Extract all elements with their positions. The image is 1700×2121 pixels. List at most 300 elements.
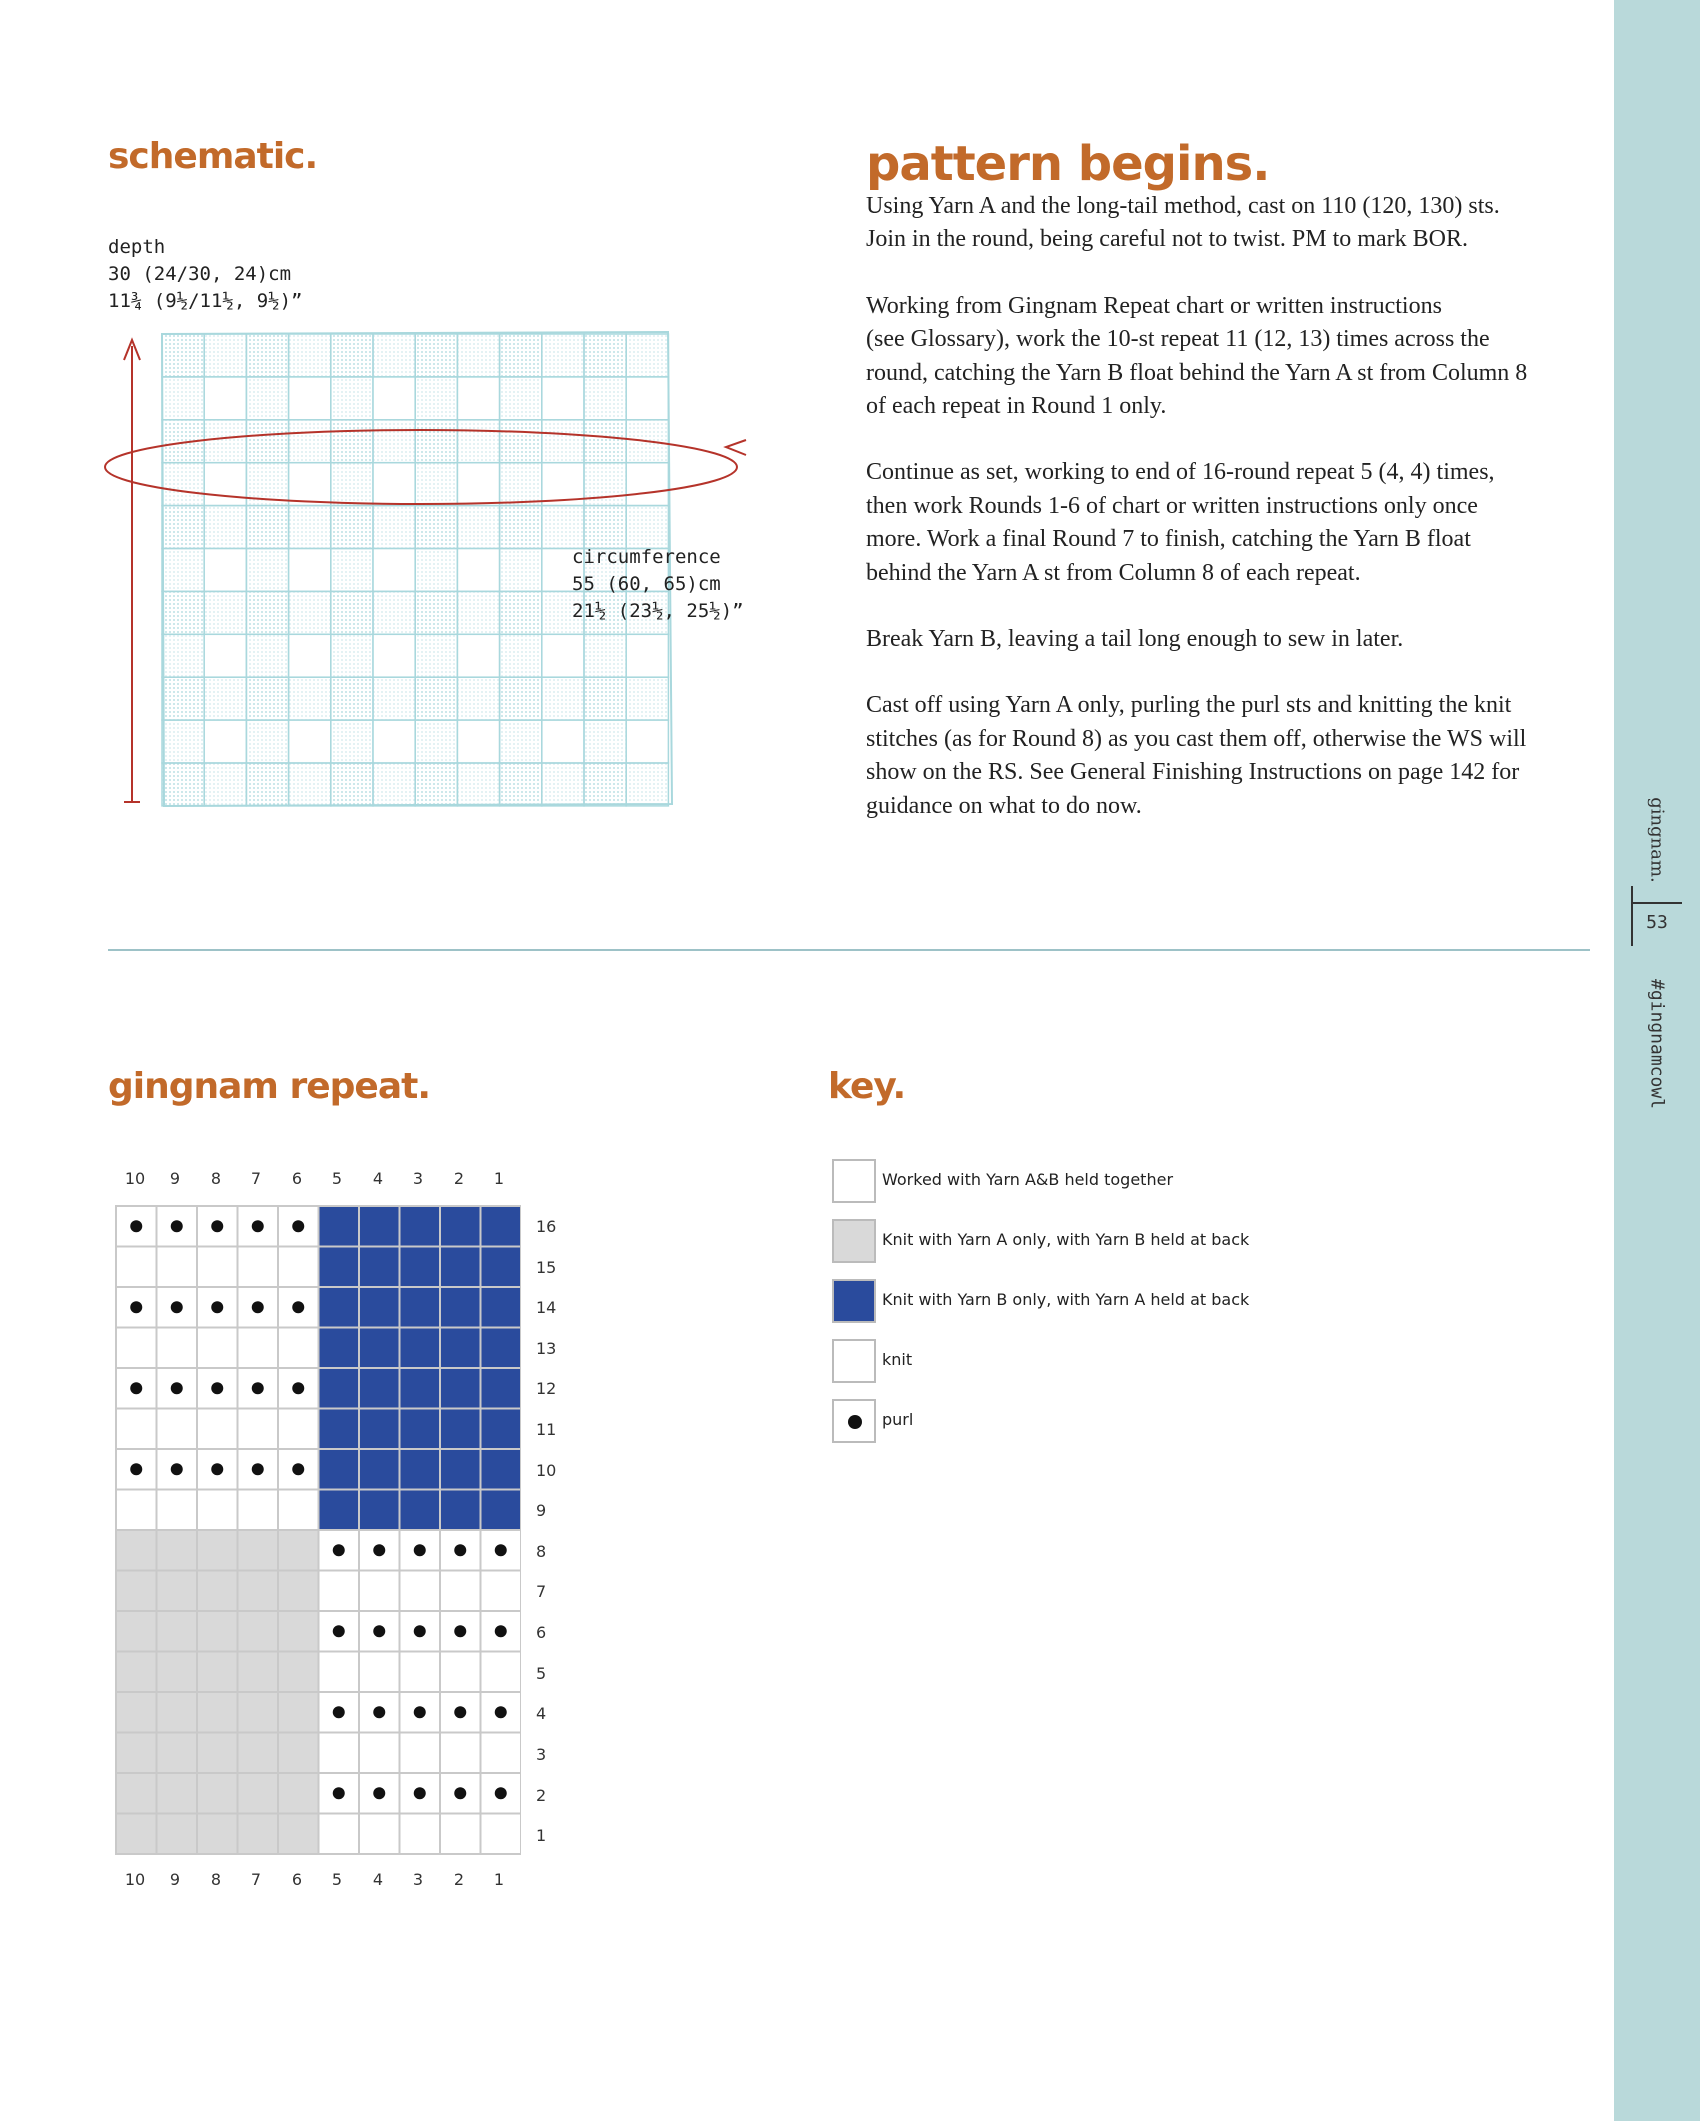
circumference-arrow-head (726, 440, 746, 455)
paragraph-repeat (866, 290, 1600, 424)
column-label: 5 (331, 1169, 343, 1188)
schematic-cell (626, 677, 668, 720)
chart-cell (278, 1773, 319, 1814)
chart-cell (278, 1530, 319, 1571)
gray-swatch-icon (832, 1219, 876, 1263)
chart-cell (278, 1409, 319, 1450)
row-label: 3 (536, 1745, 547, 1764)
purl-dot (333, 1787, 345, 1799)
schematic-cell (204, 334, 246, 377)
schematic-cell (626, 506, 668, 549)
chart-cell (481, 1449, 522, 1490)
purl-dot (252, 1301, 264, 1313)
schematic-cell (373, 720, 415, 763)
purl-dot (130, 1382, 142, 1394)
depth-label-inches: 11¾ (9½/11½, 9½)” (108, 290, 303, 312)
circumference-label-cm: 55 (60, 65)cm (572, 573, 721, 595)
schematic-cell (626, 763, 668, 806)
schematic-cell (204, 634, 246, 677)
chart-cell (359, 1571, 400, 1612)
chart-cell (238, 1247, 279, 1288)
purl-dot (292, 1382, 304, 1394)
schematic-cell (289, 420, 331, 463)
key-heading: key. (828, 1066, 906, 1107)
schematic-cell (542, 334, 584, 377)
chart-cell (157, 1328, 198, 1369)
chart-cell (359, 1206, 400, 1247)
pattern-instructions (866, 190, 1600, 856)
chart-cell (238, 1652, 279, 1693)
text-line: then work Rounds 1-6 of chart or written instructions only once (866, 492, 1478, 519)
chart-cell (157, 1773, 198, 1814)
chart-cell (319, 1287, 360, 1328)
chart-cell (116, 1773, 157, 1814)
chart-cell (400, 1206, 441, 1247)
column-label: 3 (412, 1169, 424, 1188)
schematic-cell (331, 634, 373, 677)
chart-cell (116, 1490, 157, 1531)
chart-cell (197, 1733, 238, 1774)
chart-cell (116, 1409, 157, 1450)
chart-cell (400, 1449, 441, 1490)
chart-cell (157, 1409, 198, 1450)
schematic-cell (415, 377, 457, 420)
schematic-cell (457, 720, 499, 763)
schematic-cell (584, 763, 626, 806)
column-label: 9 (169, 1870, 181, 1889)
schematic-cell (584, 377, 626, 420)
schematic-cell (162, 549, 204, 592)
schematic-cell (500, 463, 542, 506)
schematic-cell (584, 334, 626, 377)
chart-cell (157, 1733, 198, 1774)
schematic-cell (246, 591, 288, 634)
paragraph-cast-on (866, 190, 1600, 257)
chart-cell (116, 1571, 157, 1612)
sidebar-pattern-name: gingnam. (1646, 797, 1668, 883)
chart-cell (116, 1652, 157, 1693)
column-label: 8 (210, 1870, 222, 1889)
schematic-cell (246, 420, 288, 463)
purl-dot (495, 1706, 507, 1718)
row-label: 5 (536, 1664, 547, 1683)
chart-cell (481, 1814, 522, 1855)
schematic-cell (457, 763, 499, 806)
purl-dot (454, 1787, 466, 1799)
schematic-cell (457, 634, 499, 677)
schematic-cell (542, 720, 584, 763)
chart-cell (440, 1247, 481, 1288)
chart-cell (359, 1733, 400, 1774)
chart-cell (400, 1368, 441, 1409)
row-label: 10 (536, 1461, 557, 1480)
purl-dot (454, 1544, 466, 1556)
schematic-cell (289, 763, 331, 806)
schematic-cell (331, 720, 373, 763)
chart-cell (481, 1733, 522, 1774)
schematic-cell (373, 591, 415, 634)
chart-cell (238, 1571, 279, 1612)
paragraph-cast-off (866, 689, 1600, 823)
section-divider (108, 949, 1590, 951)
schematic-cell (500, 549, 542, 592)
row-label: 14 (536, 1298, 557, 1317)
chart-cell (278, 1611, 319, 1652)
chart-cell (400, 1733, 441, 1774)
chart-cell (400, 1652, 441, 1693)
key-label: Knit with Yarn A only, with Yarn B held at back (882, 1230, 1250, 1249)
chart-cell (197, 1247, 238, 1288)
chart-cell (238, 1773, 279, 1814)
schematic-cell (204, 549, 246, 592)
chart-cell (481, 1206, 522, 1247)
knit-swatch-icon (832, 1339, 876, 1383)
chart-cell (400, 1287, 441, 1328)
schematic-cell (415, 591, 457, 634)
white-swatch-icon (832, 1159, 876, 1203)
purl-dot (252, 1463, 264, 1475)
purl-dot (252, 1220, 264, 1232)
schematic-cell (415, 720, 457, 763)
chart-cell (238, 1611, 279, 1652)
schematic-cell (542, 506, 584, 549)
schematic-cell (584, 506, 626, 549)
purl-dot (373, 1625, 385, 1637)
chart-cell (197, 1328, 238, 1369)
schematic-cell (204, 763, 246, 806)
schematic-cell (373, 506, 415, 549)
chart-cell (238, 1490, 279, 1531)
chart-cell (440, 1490, 481, 1531)
row-label: 9 (536, 1501, 547, 1520)
column-label: 8 (210, 1169, 222, 1188)
chart-cell (440, 1814, 481, 1855)
chart-cell (359, 1409, 400, 1450)
schematic-cell (246, 334, 288, 377)
chart-cell (278, 1733, 319, 1774)
schematic-cell (373, 420, 415, 463)
text-line: show on the RS. See General Finishing Instructions on page 142 for (866, 759, 1520, 786)
row-label: 4 (536, 1704, 547, 1723)
text-line: Working from Gingnam Repeat chart or written instructions (866, 292, 1442, 319)
schematic-cell (162, 634, 204, 677)
schematic-cell (204, 420, 246, 463)
text-line: Using Yarn A and the long-tail method, cast on 110 (120, 130) sts. (866, 193, 1500, 219)
purl-dot (454, 1625, 466, 1637)
chart-cell (359, 1328, 400, 1369)
schematic-cell (415, 677, 457, 720)
purl-dot (211, 1220, 223, 1232)
purl-dot (333, 1706, 345, 1718)
chart-cell (278, 1814, 319, 1855)
schematic-cell (289, 377, 331, 420)
purl-dot (292, 1301, 304, 1313)
chart-cell (481, 1247, 522, 1288)
text-line: (see Glossary), work the 10-st repeat 11 (12, 13) times across the (866, 326, 1490, 353)
chart-cell (116, 1814, 157, 1855)
chart-cell (278, 1652, 319, 1693)
schematic-cell (626, 377, 668, 420)
schematic-cell (246, 634, 288, 677)
schematic-cell (500, 377, 542, 420)
schematic-cell (289, 634, 331, 677)
chart-cell (116, 1692, 157, 1733)
column-label: 7 (250, 1169, 262, 1188)
depth-label-cm: 30 (24/30, 24)cm (108, 263, 292, 285)
chart-cell (440, 1449, 481, 1490)
schematic-cell (500, 634, 542, 677)
chart-cell (157, 1652, 198, 1693)
column-label: 10 (124, 1169, 146, 1188)
schematic-cell (415, 506, 457, 549)
chart-cell (197, 1490, 238, 1531)
chart-cell (278, 1328, 319, 1369)
column-label: 2 (453, 1169, 465, 1188)
purl-dot (130, 1463, 142, 1475)
chart-cell (481, 1328, 522, 1369)
purl-swatch-icon (832, 1399, 876, 1443)
text-line: stitches (as for Round 8) as you cast them off, otherwise the WS will (866, 725, 1527, 752)
schematic-cell (162, 463, 204, 506)
schematic-cell (373, 463, 415, 506)
schematic-cell (457, 591, 499, 634)
text-line: behind the Yarn A st from Column 8 of each repeat. (866, 559, 1361, 586)
purl-dot (414, 1706, 426, 1718)
chart-cell (197, 1409, 238, 1450)
schematic-cell (204, 677, 246, 720)
purl-dot-icon (848, 1415, 862, 1429)
chart-cell (116, 1733, 157, 1774)
purl-dot (130, 1220, 142, 1232)
chart-cell (359, 1814, 400, 1855)
chart-cell (238, 1692, 279, 1733)
chart-cell (238, 1530, 279, 1571)
row-label: 1 (536, 1826, 547, 1845)
chart-cell (238, 1733, 279, 1774)
row-label: 16 (536, 1217, 557, 1236)
circumference-label-inches: 21½ (23½, 25½)” (572, 600, 744, 622)
chart-cell (481, 1409, 522, 1450)
chart-cell (116, 1611, 157, 1652)
schematic-cell (331, 463, 373, 506)
chart-cell (481, 1287, 522, 1328)
chart-cell (319, 1449, 360, 1490)
chart-cell (440, 1571, 481, 1612)
chart-cell (238, 1409, 279, 1450)
purl-dot (414, 1544, 426, 1556)
column-label: 6 (291, 1870, 303, 1889)
schematic-cell (457, 677, 499, 720)
purl-dot (171, 1220, 183, 1232)
schematic-cell (373, 634, 415, 677)
chart-cell (400, 1571, 441, 1612)
schematic-cell (204, 506, 246, 549)
purl-dot (414, 1625, 426, 1637)
chart-cell (440, 1287, 481, 1328)
schematic-cell (331, 506, 373, 549)
schematic-cell (542, 377, 584, 420)
key-label: knit (882, 1350, 913, 1369)
schematic-cell (246, 677, 288, 720)
chart-cell (440, 1328, 481, 1369)
schematic-cell (331, 549, 373, 592)
schematic-cell (373, 377, 415, 420)
chart-cell (359, 1449, 400, 1490)
schematic-cell (331, 677, 373, 720)
schematic-cell (289, 677, 331, 720)
chart-cell (116, 1328, 157, 1369)
text-line: of each repeat in Round 1 only. (866, 393, 1167, 420)
purl-dot (171, 1301, 183, 1313)
schematic-cell (162, 377, 204, 420)
schematic-cell (500, 506, 542, 549)
schematic-cell (246, 763, 288, 806)
purl-dot (333, 1544, 345, 1556)
schematic-cell (542, 420, 584, 463)
schematic-cell (331, 334, 373, 377)
schematic-cell (162, 677, 204, 720)
purl-dot (292, 1463, 304, 1475)
schematic-cell (373, 549, 415, 592)
schematic-cell (415, 763, 457, 806)
chart-cell (359, 1490, 400, 1531)
chart-cell (157, 1814, 198, 1855)
page-number: 53 (1646, 912, 1668, 933)
schematic-cell (457, 334, 499, 377)
purl-dot (211, 1382, 223, 1394)
purl-dot (252, 1382, 264, 1394)
chart-cell (400, 1409, 441, 1450)
schematic-cell (500, 677, 542, 720)
schematic-cell (204, 463, 246, 506)
circumference-label (572, 544, 744, 625)
schematic-cell (457, 463, 499, 506)
schematic-cell (246, 720, 288, 763)
schematic-cell (500, 763, 542, 806)
schematic-cell (500, 591, 542, 634)
chart-cell (319, 1328, 360, 1369)
purl-dot (171, 1382, 183, 1394)
schematic-cell (500, 334, 542, 377)
column-label: 5 (331, 1870, 343, 1889)
schematic-cell (289, 463, 331, 506)
row-label: 13 (536, 1339, 557, 1358)
chart-cell (440, 1368, 481, 1409)
schematic-cell (584, 677, 626, 720)
schematic-cell (289, 591, 331, 634)
schematic-cell (331, 763, 373, 806)
purl-dot (414, 1787, 426, 1799)
schematic-cell (457, 549, 499, 592)
schematic-cell (415, 463, 457, 506)
purl-dot (211, 1301, 223, 1313)
key-label: purl (882, 1410, 914, 1429)
schematic-cell (542, 677, 584, 720)
blue-swatch-icon (832, 1279, 876, 1323)
schematic-cell (626, 720, 668, 763)
chart-cell (157, 1247, 198, 1288)
schematic-cell (457, 377, 499, 420)
schematic-cell (584, 720, 626, 763)
schematic-cell (204, 720, 246, 763)
schematic-cell (331, 420, 373, 463)
schematic-cell (204, 377, 246, 420)
chart-cell (157, 1490, 198, 1531)
gingnam-chart-grid (115, 1205, 521, 1855)
schematic-cell (626, 463, 668, 506)
schematic-cell (331, 591, 373, 634)
depth-label (108, 234, 302, 315)
purl-dot (292, 1220, 304, 1232)
column-label: 7 (250, 1870, 262, 1889)
chart-cell (481, 1571, 522, 1612)
purl-dot (333, 1625, 345, 1637)
text-line: Continue as set, working to end of 16-round repeat 5 (4, 4) times, (866, 459, 1495, 486)
column-label: 1 (493, 1169, 505, 1188)
text-line: round, catching the Yarn B float behind the Yarn A st from Column 8 (866, 359, 1528, 386)
text-line: Cast off using Yarn A only, purling the purl sts and knitting the knit (866, 692, 1512, 719)
text-line: Join in the round, being careful not to twist. PM to mark BOR. (866, 226, 1468, 253)
depth-label-title: depth (108, 236, 166, 258)
schematic-cell (162, 591, 204, 634)
row-label: 8 (536, 1542, 547, 1561)
row-label: 15 (536, 1258, 557, 1277)
text-line: Break Yarn B, leaving a tail long enough to sew in later. (866, 626, 1404, 653)
schematic-cell (162, 763, 204, 806)
sidebar-hashtag: #gingnamcowl (1646, 978, 1668, 1110)
schematic-cell (457, 506, 499, 549)
purl-dot (495, 1544, 507, 1556)
chart-cell (157, 1692, 198, 1733)
schematic-cell (246, 506, 288, 549)
schematic-cell (415, 549, 457, 592)
chart-heading: gingnam repeat. (108, 1066, 431, 1107)
chart-cell (197, 1773, 238, 1814)
schematic-cell (289, 549, 331, 592)
chart-cell (197, 1652, 238, 1693)
chart-cell (481, 1490, 522, 1531)
purl-dot (373, 1706, 385, 1718)
schematic-cell (246, 377, 288, 420)
chart-cell (319, 1409, 360, 1450)
row-label: 11 (536, 1420, 557, 1439)
chart-cell (359, 1287, 400, 1328)
chart-cell (400, 1814, 441, 1855)
column-label: 4 (372, 1169, 384, 1188)
chart-cell (238, 1328, 279, 1369)
purl-dot (495, 1625, 507, 1637)
chart-cell (157, 1530, 198, 1571)
row-label: 2 (536, 1786, 547, 1805)
schematic-cell (289, 506, 331, 549)
schematic-cell (626, 634, 668, 677)
chart-cell (400, 1247, 441, 1288)
column-label: 9 (169, 1169, 181, 1188)
chart-cell (319, 1247, 360, 1288)
circumference-label-title: circumference (572, 546, 721, 568)
schematic-cell (246, 549, 288, 592)
schematic-cell (289, 720, 331, 763)
schematic-cell (500, 720, 542, 763)
chart-cell (359, 1652, 400, 1693)
column-label: 2 (453, 1870, 465, 1889)
schematic-cell (373, 334, 415, 377)
key-label: Worked with Yarn A&B held together (882, 1170, 1174, 1189)
chart-cell (238, 1814, 279, 1855)
schematic-cell (162, 720, 204, 763)
chart-cell (319, 1814, 360, 1855)
schematic-cell (373, 763, 415, 806)
